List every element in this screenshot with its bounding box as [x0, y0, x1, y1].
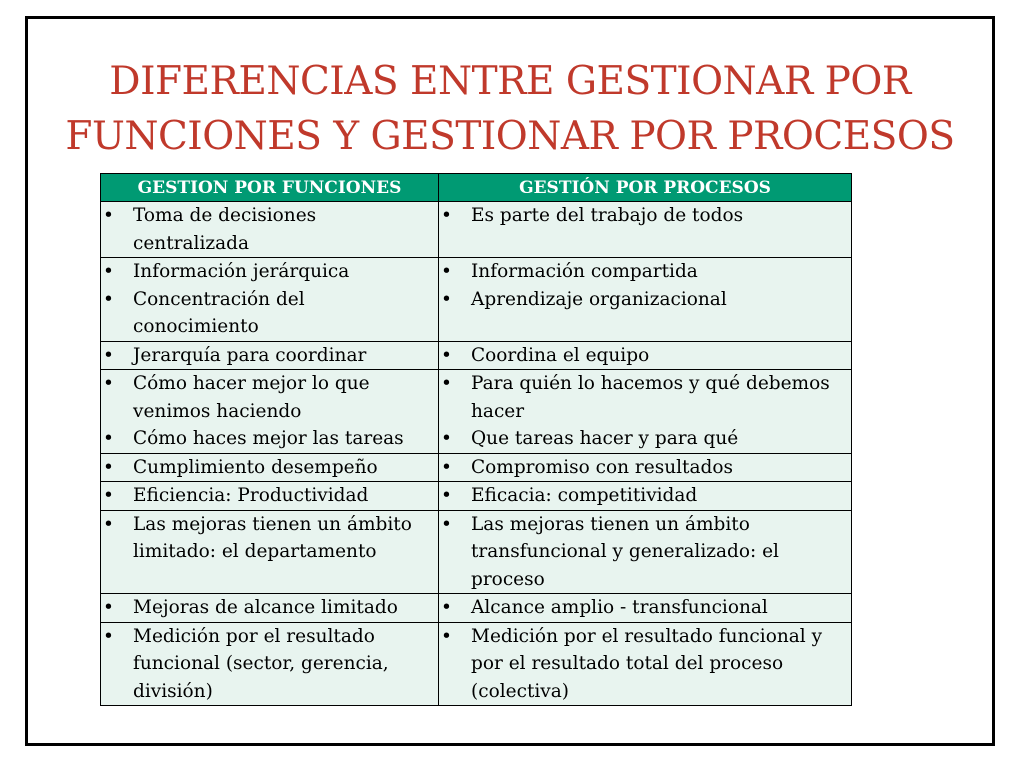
list-item: • Toma de decisiones centralizada: [101, 202, 432, 257]
table-row: [101, 202, 852, 258]
cell-funciones: [101, 622, 439, 706]
list-item: • Cumplimiento desempeño: [101, 454, 432, 482]
bullet-list: [439, 370, 845, 453]
table-row: [101, 622, 852, 706]
table-row: [101, 341, 852, 370]
cell-funciones: [101, 341, 439, 370]
cell-funciones: [101, 510, 439, 594]
bullet-list: [439, 482, 845, 510]
table-row: [101, 370, 852, 454]
list-item: • Aprendizaje organizacional: [439, 286, 845, 314]
table-body: [101, 202, 852, 706]
header-row: [101, 174, 852, 202]
header-procesos: GESTIÓN POR PROCESOS: [439, 174, 852, 202]
table-row: [101, 482, 852, 511]
list-item: • Concentración del conocimiento: [101, 286, 432, 341]
cell-funciones: [101, 482, 439, 511]
cell-procesos: [439, 202, 852, 258]
cell-procesos: [439, 453, 852, 482]
list-item: • Información compartida: [439, 258, 845, 286]
bullet-list: [439, 623, 845, 706]
bullet-list: [439, 454, 845, 482]
bullet-list: [101, 370, 432, 453]
table-row: [101, 510, 852, 594]
list-item: • Para quién lo hacemos y qué debemos hacer: [439, 370, 845, 425]
cell-procesos: [439, 510, 852, 594]
bullet-list: [101, 482, 432, 510]
bullet-list: [439, 511, 845, 594]
slide-title: DIFERENCIAS ENTRE GESTIONAR POR FUNCIONES Y GESTIONAR POR PROCESOS: [65, 59, 955, 159]
bullet-list: [101, 511, 432, 566]
list-item: • Coordina el equipo: [439, 342, 845, 370]
list-item: • Jerarquía para coordinar: [101, 342, 432, 370]
bullet-list: [101, 623, 432, 706]
bullet-list: [439, 342, 845, 370]
table-row: [101, 594, 852, 623]
list-item: • Eficiencia: Productividad: [101, 482, 432, 510]
cell-procesos: [439, 482, 852, 511]
cell-procesos: [439, 622, 852, 706]
list-item: • Que tareas hacer y para qué: [439, 425, 845, 453]
bullet-list: [439, 258, 845, 313]
cell-procesos: [439, 341, 852, 370]
list-item: • Las mejoras tienen un ámbito limitado: el departamento: [101, 511, 432, 566]
list-item: • Eficacia: competitividad: [439, 482, 845, 510]
bullet-list: [101, 454, 432, 482]
list-item: • Cómo hacer mejor lo que venimos haciendo: [101, 370, 432, 425]
list-item: • Es parte del trabajo de todos: [439, 202, 845, 230]
cell-procesos: [439, 258, 852, 342]
header-funciones: GESTION POR FUNCIONES: [101, 174, 439, 202]
bullet-list: [101, 342, 432, 370]
cell-procesos: [439, 594, 852, 623]
table-row: [101, 258, 852, 342]
bullet-list: [439, 202, 845, 230]
list-item: • Medición por el resultado funcional y por el resultado total del proceso (colectiva): [439, 623, 845, 706]
list-item: • Alcance amplio - transfuncional: [439, 594, 845, 622]
comparison-table: [100, 173, 852, 706]
bullet-list: [101, 594, 432, 622]
bullet-list: [101, 202, 432, 257]
list-item: • Medición por el resultado funcional (sector, gerencia, división): [101, 623, 432, 706]
table-row: [101, 453, 852, 482]
cell-procesos: [439, 370, 852, 454]
cell-funciones: [101, 258, 439, 342]
list-item: • Las mejoras tienen un ámbito transfuncional y generalizado: el proceso: [439, 511, 845, 594]
table-header: [101, 174, 852, 202]
cell-funciones: [101, 594, 439, 623]
bullet-list: [101, 258, 432, 341]
cell-funciones: [101, 202, 439, 258]
list-item: • Mejoras de alcance limitado: [101, 594, 432, 622]
cell-funciones: [101, 370, 439, 454]
cell-funciones: [101, 453, 439, 482]
list-item: • Cómo haces mejor las tareas: [101, 425, 432, 453]
bullet-list: [439, 594, 845, 622]
list-item: • Información jerárquica: [101, 258, 432, 286]
list-item: • Compromiso con resultados: [439, 454, 845, 482]
